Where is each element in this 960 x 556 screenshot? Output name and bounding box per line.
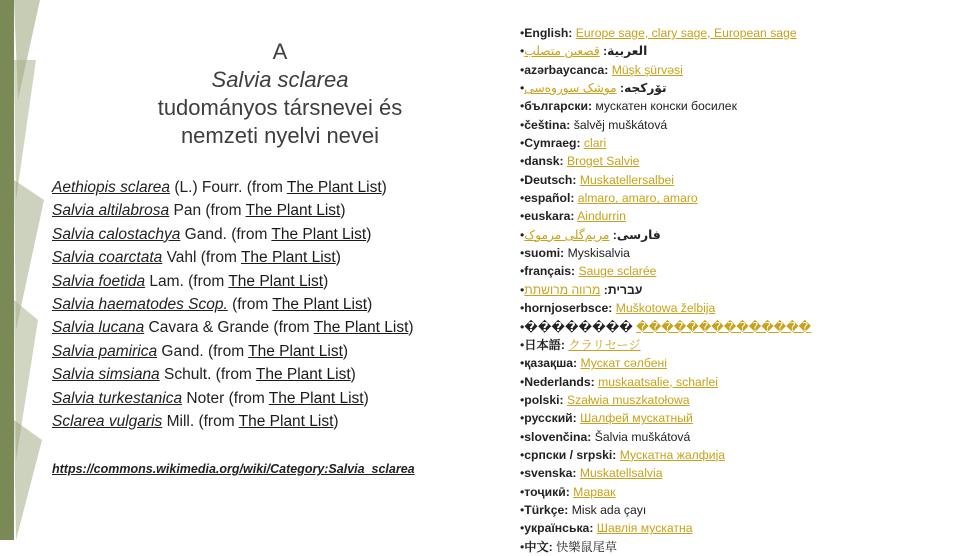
name-value: мускатен конски босилек [595,99,737,114]
name-row [520,354,960,372]
name-row [520,446,960,464]
name-row [520,171,960,189]
synonym-name-link[interactable]: Salvia lucana [52,319,145,337]
language-label: български: [524,99,593,114]
name-value-link[interactable]: Мускат сәлбені [580,356,667,371]
name-value-link[interactable]: Müşk şürvəsi [611,62,683,77]
name-row [520,42,960,60]
bullet: • [520,337,525,352]
name-value-link[interactable]: مریم‌گلی مرموک [524,227,610,242]
bullet: • [520,191,525,206]
synonym-name-link[interactable]: Salvia calostachya [52,225,181,243]
bullet: • [520,502,525,517]
synonym-close-paren: ) [366,225,372,243]
name-row [520,299,960,317]
name-value-link[interactable]: Muskatellersalbei [579,172,674,187]
synonym-name-link[interactable]: Salvia pamirica [52,342,158,360]
language-label: Nederlands: [524,374,595,389]
name-row [520,519,960,537]
plant-list-link[interactable]: The Plant List [245,202,341,220]
name-row [520,428,960,446]
name-value-link[interactable]: Europe sage, clary sage, European sage [575,26,797,40]
name-value-link[interactable]: قصعين متصلب [524,44,600,59]
language-label: тоҷикӣ: [524,484,570,499]
name-row [520,538,960,556]
language-label: Deutsch: [524,172,577,187]
plant-list-link[interactable]: The Plant List [272,296,368,314]
synonym-close-paren: ) [363,389,369,407]
name-value-link[interactable]: موشک سوروه‌سی [524,81,617,96]
bullet: • [520,301,525,316]
bullet: • [520,466,525,481]
synonym-row [52,293,492,316]
name-row [520,501,960,519]
language-label: español: [524,191,575,206]
bullet: • [520,154,525,169]
name-row [520,226,960,244]
language-label: қазақша: [524,356,578,371]
language-label: تۆرکجه: [620,81,667,96]
name-row [520,152,960,170]
language-label: עברית: [603,282,643,297]
synonym-name-link[interactable]: Salvia haematodes Scop. [52,296,228,314]
synonym-row [52,410,492,433]
bullet: • [520,172,525,187]
bullet: • [520,246,525,261]
name-row [520,281,960,299]
language-label: English: [524,26,573,40]
name-row [520,24,960,42]
language-label: čeština: [524,117,571,132]
synonym-row [52,223,492,246]
synonym-author: Pan (from [169,202,246,220]
name-row [520,262,960,280]
synonym-close-paren: ) [350,366,356,384]
bullet: • [520,209,525,224]
name-row [520,464,960,482]
name-row [520,134,960,152]
synonym-name-link[interactable]: Salvia simsiana [52,366,160,384]
synonym-row [52,387,492,410]
plant-list-link[interactable]: The Plant List [248,342,343,360]
bullet: • [520,429,525,444]
language-label: српски / srpski: [524,447,617,462]
name-row [520,79,960,97]
decorative-stripes [0,0,60,540]
synonym-author: Noter (from [182,389,269,407]
synonym-close-paren: ) [323,272,329,290]
language-label: Türkçe: [524,502,569,517]
name-row [520,373,960,391]
name-value-link[interactable]: Broget Salvie [566,154,640,169]
synonym-author: Vahl (from [162,249,241,267]
language-label: français: [524,264,576,279]
plant-list-link[interactable]: The Plant List [313,319,409,337]
language-label: dansk: [524,154,564,169]
language-label: suomi: [524,246,565,261]
name-value-link[interactable]: clari [583,136,607,151]
bullet: • [520,44,525,59]
bullet: • [520,539,525,554]
plant-list-link[interactable]: The Plant List [271,225,367,243]
name-row [520,61,960,79]
language-label: Cymraeg: [524,136,581,151]
synonym-close-paren: ) [335,249,341,267]
synonym-name-link[interactable]: Salvia coarctata [52,249,163,267]
name-value-link[interactable]: Шалфей мускатный [580,411,693,426]
name-row [520,318,960,336]
name-value-link[interactable]: almaro, amaro, amaro [577,191,698,206]
name-value-link[interactable]: Muskatellsalvia [579,466,663,481]
name-value-link[interactable]: Шавлія мускатна [596,521,693,536]
synonym-author: (from [227,296,273,314]
name-row [520,116,960,134]
bullet: • [520,392,525,407]
name-row [520,391,960,409]
slide-title [130,38,430,150]
name-value-link[interactable]: Szałwia muszkatołowa [566,392,690,407]
name-value-link[interactable]: מרווה מרושתת [524,282,601,297]
synonym-row [52,270,492,293]
name-row [520,483,960,501]
synonym-close-paren: ) [333,413,339,431]
name-value: Misk ada çayı [571,502,647,517]
language-label: 日本語: [524,337,565,352]
language-label: русский: [524,411,577,426]
bullet: • [520,62,525,77]
name-row [520,189,960,207]
bullet: • [520,356,525,371]
bullet: • [520,282,525,297]
name-value: Šalvia muškátová [594,429,691,444]
synonym-name-link[interactable]: Aethiopis sclarea [52,179,171,196]
synonym-author: Gand. (from [180,225,272,243]
synonym-row [52,246,492,269]
title-letter: A [272,39,288,64]
name-value: 快樂鼠尾草 [556,539,618,554]
synonym-author: Lam. (from [145,272,229,290]
plant-list-link[interactable]: The Plant List [255,366,351,384]
synonym-name-link[interactable]: Salvia foetida [52,272,146,290]
synonym-row [52,316,492,339]
synonym-name-link[interactable]: Salvia altilabrosa [52,202,170,220]
name-row [520,97,960,115]
bullet: • [520,484,525,499]
synonym-row [52,176,492,199]
bullet: • [520,81,525,96]
name-value-link[interactable]: �������������� [636,319,812,334]
title-line-3: tudományos társnevei és [157,95,403,120]
synonym-close-paren: ) [408,319,414,337]
synonym-author: (L.) Fourr. (from [170,179,287,196]
bullet: • [520,447,525,462]
synonym-name-link[interactable]: Salvia turkestanica [52,389,183,407]
bullet: • [520,99,525,114]
bullet: • [520,411,525,426]
language-label: euskara: [524,209,575,224]
name-value: šalvěj muškátová [573,117,668,132]
synonym-row [52,340,492,363]
plant-list-link[interactable]: The Plant List [286,179,382,196]
synonym-row [52,363,492,386]
plant-list-link[interactable]: The Plant List [268,389,364,407]
vernacular-names-list [520,24,960,556]
language-label: svenska: [524,466,577,481]
synonym-author: Mill. (from [162,413,239,431]
language-label: 中文: [524,539,553,554]
title-species: Salvia sclarea [211,67,349,92]
title-line-4: nemzeti nyelvi nevei [180,123,380,148]
synonym-name-link[interactable]: Sclarea vulgaris [52,413,163,431]
name-value-link[interactable]: Aindurrin [577,209,626,224]
synonym-list [52,176,492,433]
language-label: العربية: [603,44,648,59]
name-value-link[interactable]: Muškotowa želbija [615,301,716,316]
language-label: �������� [524,319,633,334]
name-value-link[interactable]: Sauge sclarée [578,264,657,279]
synonym-row [52,199,492,222]
synonym-author: Cavara & Grande (from [144,319,314,337]
plant-list-link[interactable]: The Plant List [228,272,324,290]
name-row [520,409,960,427]
name-value-link[interactable]: クラリセージ [568,337,641,352]
language-label: polski: [524,392,564,407]
synonym-close-paren: ) [342,342,349,360]
bullet: • [520,319,525,334]
synonym-close-paren: ) [367,296,373,314]
name-value-link[interactable]: muskaatsalie, scharlei [598,374,719,389]
synonym-close-paren: ) [381,179,387,196]
name-value-link[interactable]: Мускатна жалфија [619,447,726,462]
language-label: فارسی: [612,227,661,242]
synonym-close-paren: ) [340,202,346,220]
language-label: azərbaycanca: [524,62,609,77]
synonym-author: Schult. (from [159,366,256,384]
plant-list-link[interactable]: The Plant List [238,413,334,431]
name-row [520,336,960,354]
bullet: • [520,117,525,132]
synonym-author: Gand. (from [157,342,249,360]
plant-list-link[interactable]: The Plant List [240,249,336,267]
name-row [520,244,960,262]
name-value-link[interactable]: Марвак [573,484,616,499]
commons-link[interactable]: https://commons.wikimedia.org/wiki/Category:Salvia_sclarea [52,462,415,476]
bullet: • [520,26,525,40]
bullet: • [520,374,525,389]
language-label: slovenčina: [524,429,592,444]
language-label: українська: [524,521,594,536]
bullet: • [520,136,525,151]
name-row [520,207,960,225]
bullet: • [520,521,525,536]
bullet: • [520,227,525,242]
language-label: hornjoserbsce: [524,301,613,316]
bullet: • [520,264,525,279]
name-value: Myskisalvia [567,246,630,261]
